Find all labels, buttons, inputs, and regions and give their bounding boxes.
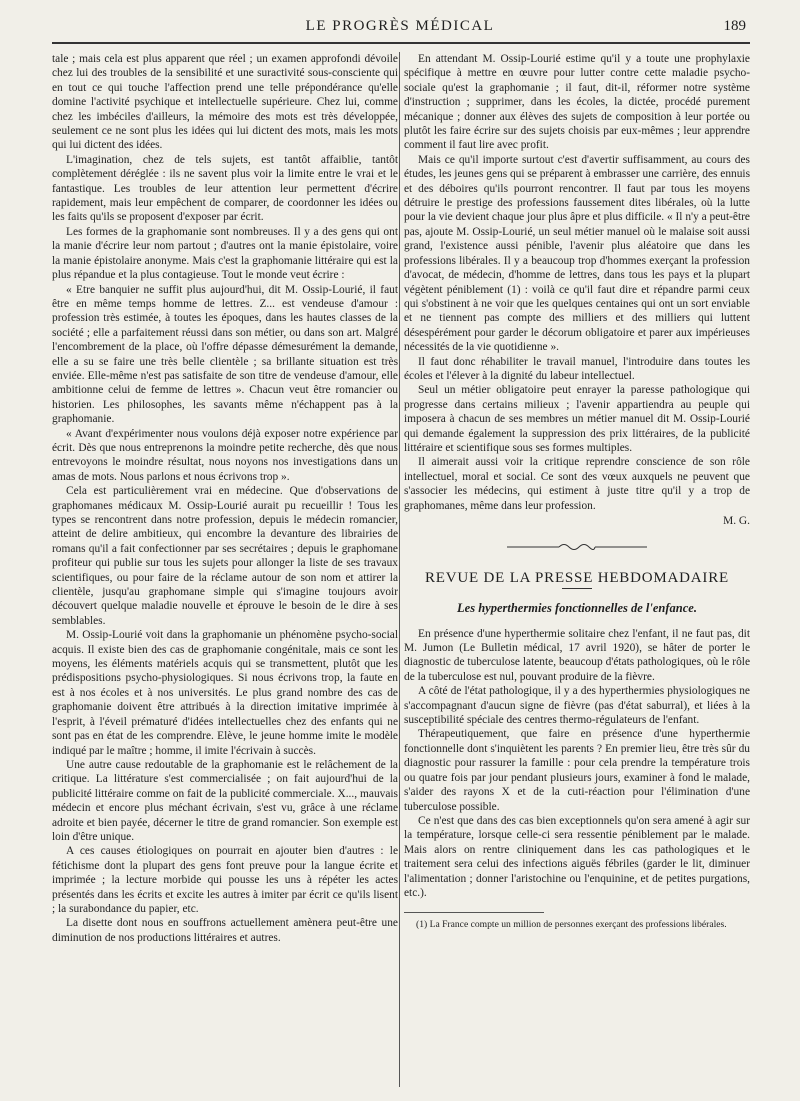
paragraph: Ce n'est que dans des cas bien exceptionnels qu'on sera amené à agir sur la température, lorsque celle-ci sera ressentie péniblement par le malade. Mais alors on rentre cliniquement dans les cas pathologiques et le traitement sera celui des infections aiguës fébriles (garder le lit, diminuer l'alimentation ; donner l'aristochine ou l'enquinine, et de petites purgations, etc.). [404, 814, 750, 899]
paragraph: M. Ossip-Lourié voit dans la graphomanie un phénomène psycho-social acquis. Il existe bien des cas de graphomanie congénitale, mais ce sont les moyens, les éléments matériels acquis qui se transmettent, plutôt que les prédispositions psycho-physiologiques. Si nous écrivons trop, la faute en est à nos écoles et à nos universités. Le plus grand nombre des cas de graphomanie doivent être attribués à la direction imitative imprimée à l'esprit, à l'éveil prématuré d'idées intellectuelles chez des enfants qui ne sont pas en état de les comprendre. Elève, le jeune homme imite le modèle indiqué par le maître ; homme, il imite l'écrivain à succès. [52, 629, 398, 757]
section-heading: REVUE DE LA PRESSE HEBDOMADAIRE [425, 569, 729, 586]
paragraph: « Avant d'expérimenter nous voulons déjà exposer notre expérience par écrit. Dès que nous entreprenons la moindre petite recherche, dès que nous entrevoyons le moindre résultat, nous noyons nos investigations dans un amas de mots. Nous parlons et nous écrivons trop ». [52, 427, 398, 483]
page-number: 189 [723, 18, 746, 34]
running-title: LE PROGRÈS MÉDICAL [305, 18, 495, 34]
paragraph: Cela est particulièrement vrai en médecine. Que d'observations de graphomanes médicaux M. Ossip-Lourié aurait pu recueillir ! Tous les types se rencontrent dans notre profession, depuis le médecin romancier, atteint de delire ambitieux, qui encombre la devanture des librairies de romans qu'il a fait confectionner par ses secrétaires ; depuis le graphomane profiteur qui publie sur tous les sujets pour allonger la liste de ses travaux scientifiques, ou pour faire de la réclame autour de son nom et attirer la clientèle, jusqu'au graphomane simple qui s'imagine toujours avoir découvert quelque maladie nouvelle et éprouve le besoin de le dire à ses semblables. [52, 485, 398, 627]
paragraph: Thérapeutiquement, que faire en présence d'une hyperthermie fonctionnelle dont s'inquiètent les parents ? En premier lieu, être très sûr du diagnostic pour rassurer la famille : pour cela prendre la température trois ou quatre fois par jour pendant plusieurs jours, examiner à fond le malade, s'aider des rayons X et de la cuti-réaction pour l'élimination d'une tuberculose possible. [404, 728, 750, 813]
paragraph: tale ; mais cela est plus apparent que réel ; un examen approfondi dévoile chez lui des troubles de la sensibilité et une suractivité sous-consciente qui en tout ce qui touche l'affection prend une telle prépondérance qu'elle domine l'activité psychique et intellectuelle supérieure. Chez lui, comme chez les imbéciles d'ailleurs, la mémoire des mots est très développée, seulement ce ne sont plus les idées qui lui dictent des mots, mais les mots qui lui dictent des idées. [52, 53, 398, 152]
paragraph: En attendant M. Ossip-Lourié estime qu'il y a toute une prophylaxie spécifique à mettre en œuvre pour lutter contre cette maladie psycho-sociale qu'est la graphomanie ; il faut, dit-il, réformer notre système d'instruction ; supprimer, dans les écoles, la dictée, procédé purement mécanique ; donner aux élèves des sujets de composition à leur portée ou plutôt les faire écrire sur des sujets choisis par eux-mêmes ; leur apprendre comment il faut lire avec profit. [404, 53, 750, 152]
author-signature: M. G. [723, 515, 750, 527]
header-rule [52, 42, 750, 44]
paragraph: La disette dont nous en souffrons actuellement amènera peut-être une diminution de nos productions littéraires et autres. [52, 917, 398, 944]
paragraph: « Etre banquier ne suffit plus aujourd'hui, dit M. Ossip-Lourié, il faut être en même temps homme de lettres. Z... est vendeuse d'amour : profession très estimée, à toutes les époques, dans les hautes classes de la société ; elle a parfaitement réussi dans son métier, ou dans son art. Malgré l'encombrement de la place, où l'offre dépasse démesurément la demande, elle a su se faire une très belle clientèle ; sa brillante situation est très enviée. Elle-même n'est pas satisfaite de son titre de vendeuse d'amour, elle ambitionne celui de femme de lettres ». Chacun veut être romancier ou historien. Les philosophes, les savants même n'échappent pas à la graphomanie. [52, 283, 398, 426]
paragraph: Il aimerait aussi voir la critique reprendre conscience de son rôle intellectuel, moral et social. Ce sont des vœux auxquels ne peuvent que s'associer les médecins, qui estiment à juste titre qu'il y a trop de graphomanes, même dans leur profession. [404, 456, 750, 512]
paragraph: L'imagination, chez de tels sujets, est tantôt affaiblie, tantôt complètement déréglée : ils ne savent plus voir la limite entre le vrai et le fantastique. Les troubles de leur attention leur permettent d'écrire rapidement, mais leur empêchent de comparer, de coordonner les idées ou les faits qu'ils se proposent d'exposer par écrit. [52, 153, 398, 224]
left-column [52, 52, 398, 1087]
paragraph: Mais ce qu'il importe surtout c'est d'avertir suffisamment, au cours des études, les jeunes gens qui se préparent à embrasser une carrière, des ennuis et des déboires qu'ils pourront rencontrer. Il faut par tous les moyens détruire le prestige des professions faussement dites libérales, où la lutte pour la vie devient chaque jour plus âpre et plus difficile. « Il n'y a peut-être pas, ajoute M. Ossip-Lourié, un seul métier manuel où le malaise soit aussi grand, l'existence aussi pénible, l'avenir plus aléatoire que dans les professions libérales. Il y a beaucoup trop d'hommes exerçant la profession d'avocat, de médecin, d'homme de lettres, dans tous les pays et la plupart végètent péniblement (1) : voilà ce qu'il faut dire et répandre parmi ceux qui s'obstinent à ne voir que les quelques centaines qui ont un sort enviable et ne tiennent pas compte des milliers et des milliers qui luttent désespérément pour garder le décorum obligatoire et parer aux impérieuses nécessités de la vie quotidienne ». [404, 153, 750, 354]
article-title: Les hyperthermies fonctionnelles de l'enfance. [457, 601, 697, 616]
column-divider [399, 52, 400, 1087]
paragraph: Il faut donc réhabiliter le travail manuel, l'introduire dans toutes les écoles et l'élever à la dignité du labeur intellectuel. [404, 355, 750, 382]
ornament-divider [404, 542, 750, 556]
paragraph: Seul un métier obligatoire peut enrayer la paresse pathologique qui progresse dans certains milieux ; l'avenir appartiendra au peuple qui imposera à chacun de ses membres un métier manuel dit M. Ossip-Lourié qui demande également la suppression des prix littéraires, de la publicité littéraire et scientifique sous ses formes multiples. [404, 384, 750, 454]
paragraph: A côté de l'état pathologique, il y a des hyperthermies physiologiques ne s'accompagnant d'aucun signe de fièvre (pas d'état saburral), et liées à la susceptibilité spéciale des centres thermo-régulateurs de l'enfant. [404, 685, 750, 727]
footnote: (1) La France compte un million de personnes exerçant des professions libérales. [416, 919, 727, 931]
paragraph: Une autre cause redoutable de la graphomanie est le relâchement de la critique. La littérature s'est commercialisée ; on fait aujourd'hui de la publicité littéraire comme on fait de la publicité commerciale. X..., mauvais médecin et encore plus méchant écrivain, s'est vu, grâce à une réclame adroite et bien payée, décerner le titre de grand romancier. Son exemple est loin d'être unique. [52, 758, 398, 843]
right-column [404, 52, 750, 1092]
heading-rule [562, 588, 592, 589]
paragraph: Les formes de la graphomanie sont nombreuses. Il y a des gens qui ont la manie d'écrire leur nom partout ; d'autres ont la manie épistolaire, voire la manie épistolaire anonyme. Mais c'est la graphomanie littéraire qui est la plus répandue et la plus contagieuse. Tout le monde veut écrire : [52, 225, 398, 282]
page-header [0, 18, 800, 40]
paragraph: A ces causes étiologiques on pourrait en ajouter bien d'autres : le fétichisme dont la plupart des gens font preuve pour la langue écrite et imprimée ; la lecture morbide qui pousse les uns à répéter les actes présentés dans les écrits et excite les autres à imiter par écrit ce qu'ils lisent ; la surabondance du papier, etc. [52, 845, 398, 915]
paragraph: En présence d'une hyperthermie solitaire chez l'enfant, il ne faut pas, dit M. Jumon (Le Bulletin médical, 17 avril 1920), se hâter de porter le diagnostic de tuberculose latente, beaucoup d'états pathologiques, où le rôle de la tuberculose est nul, pouvant produire de la fièvre. [404, 627, 750, 683]
footnote-rule [404, 912, 544, 913]
flourish-icon [507, 542, 647, 552]
